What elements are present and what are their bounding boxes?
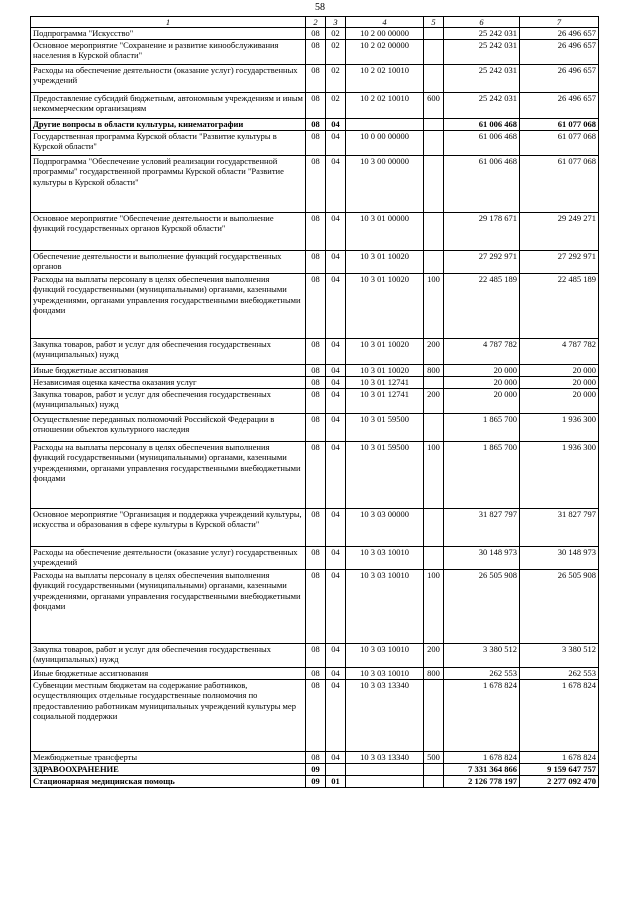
row-amount-year1: 27 292 971: [444, 250, 520, 273]
row-amount-year1: 61 006 468: [444, 130, 520, 155]
row-expense-type: 200: [424, 643, 444, 667]
row-target-article: 10 3 01 10020: [346, 250, 424, 273]
row-target-article: [346, 775, 424, 787]
row-subsection-code: 04: [326, 388, 346, 413]
row-subsection-code: 04: [326, 338, 346, 364]
table-row: [31, 92, 599, 118]
column-number: 4: [346, 17, 424, 28]
row-section-code: 08: [306, 39, 326, 64]
row-subsection-code: 04: [326, 751, 346, 763]
row-subsection-code: 04: [326, 250, 346, 273]
row-name: Предоставление субсидий бюджетным, автономным учреждениям и иным некоммерческим организациям: [31, 92, 306, 118]
row-amount-year1: 262 553: [444, 667, 520, 679]
row-amount-year2: 61 077 068: [520, 130, 599, 155]
row-amount-year2: 29 249 271: [520, 212, 599, 250]
table-row: [31, 546, 599, 569]
row-amount-year2: 1 678 824: [520, 679, 599, 751]
row-target-article: 10 3 01 10020: [346, 338, 424, 364]
row-section-code: 08: [306, 751, 326, 763]
row-expense-type: [424, 763, 444, 775]
row-amount-year2: 3 380 512: [520, 643, 599, 667]
row-section-code: 08: [306, 376, 326, 388]
table-row: [31, 250, 599, 273]
row-expense-type: [424, 546, 444, 569]
row-amount-year2: 26 496 657: [520, 39, 599, 64]
row-expense-type: 200: [424, 388, 444, 413]
row-expense-type: [424, 64, 444, 92]
row-subsection-code: 04: [326, 569, 346, 643]
column-number: 7: [520, 17, 599, 28]
row-name: Основное мероприятие "Организация и поддержка учреждений культуры, искусства и образования в сфере культуры в Курской области": [31, 508, 306, 546]
row-amount-year1: 1 865 700: [444, 413, 520, 441]
table-row: [31, 338, 599, 364]
row-amount-year2: 2 277 092 470: [520, 775, 599, 787]
table-row: [31, 28, 599, 40]
row-section-code: 08: [306, 679, 326, 751]
row-target-article: 10 3 00 00000: [346, 155, 424, 212]
row-amount-year1: 7 331 364 866: [444, 763, 520, 775]
row-subsection-code: 04: [326, 376, 346, 388]
row-target-article: 10 2 02 10010: [346, 64, 424, 92]
row-amount-year2: 31 827 797: [520, 508, 599, 546]
row-amount-year2: 26 505 908: [520, 569, 599, 643]
row-target-article: 10 2 00 00000: [346, 28, 424, 40]
row-expense-type: [424, 28, 444, 40]
column-number: 1: [31, 17, 306, 28]
row-name: Подпрограмма "Обеспечение условий реализации государственной программы" государственной программы Курской области "Развитие культуры в Курской области": [31, 155, 306, 212]
row-expense-type: 100: [424, 441, 444, 508]
row-section-code: 08: [306, 92, 326, 118]
row-expense-type: 100: [424, 273, 444, 338]
row-amount-year2: 1 936 300: [520, 441, 599, 508]
row-amount-year1: 29 178 671: [444, 212, 520, 250]
row-amount-year1: 61 006 468: [444, 155, 520, 212]
row-section-code: 08: [306, 338, 326, 364]
row-name: Другие вопросы в области культуры, кинематографии: [31, 118, 306, 130]
row-subsection-code: [326, 763, 346, 775]
row-section-code: 08: [306, 569, 326, 643]
row-expense-type: 800: [424, 667, 444, 679]
row-amount-year1: 20 000: [444, 376, 520, 388]
row-expense-type: [424, 775, 444, 787]
row-section-code: 08: [306, 273, 326, 338]
row-amount-year2: 4 787 782: [520, 338, 599, 364]
row-name: Подпрограмма "Искусство": [31, 28, 306, 40]
row-amount-year2: 61 077 068: [520, 118, 599, 130]
row-section-code: 08: [306, 441, 326, 508]
row-amount-year1: 20 000: [444, 364, 520, 376]
row-expense-type: 500: [424, 751, 444, 763]
row-section-code: 08: [306, 212, 326, 250]
row-name: Стационарная медицинская помощь: [31, 775, 306, 787]
budget-table: [30, 16, 599, 788]
row-expense-type: [424, 155, 444, 212]
row-amount-year1: 25 242 031: [444, 28, 520, 40]
row-amount-year2: 1 936 300: [520, 413, 599, 441]
row-target-article: 10 3 01 12741: [346, 388, 424, 413]
row-name: Основное мероприятие "Обеспечение деятельности и выполнение функций государственных органов Курской области": [31, 212, 306, 250]
row-subsection-code: 04: [326, 441, 346, 508]
row-name: Расходы на обеспечение деятельности (оказание услуг) государственных учреждений: [31, 546, 306, 569]
table-row: [31, 130, 599, 155]
row-target-article: [346, 763, 424, 775]
row-amount-year1: 25 242 031: [444, 64, 520, 92]
row-section-code: 08: [306, 118, 326, 130]
row-expense-type: [424, 679, 444, 751]
page-number: 58: [315, 2, 325, 13]
row-target-article: 10 3 01 12741: [346, 376, 424, 388]
row-subsection-code: 02: [326, 64, 346, 92]
row-amount-year1: 61 006 468: [444, 118, 520, 130]
row-name: Осуществление переданных полномочий Российской Федерации в отношении объектов культурного наследия: [31, 413, 306, 441]
row-expense-type: 100: [424, 569, 444, 643]
row-subsection-code: 04: [326, 130, 346, 155]
column-number: 3: [326, 17, 346, 28]
row-amount-year1: 1 865 700: [444, 441, 520, 508]
row-name: Закупка товаров, работ и услуг для обеспечения государственных (муниципальных) нужд: [31, 388, 306, 413]
row-name: Расходы на выплаты персоналу в целях обеспечения выполнения функций государственными (муниципальными) органами, казенными учреждениями, органами управления государственными внебюджетными фондами: [31, 273, 306, 338]
row-target-article: 10 0 00 00000: [346, 130, 424, 155]
row-name: Обеспечение деятельности и выполнение функций государственных органов: [31, 250, 306, 273]
row-target-article: 10 3 01 59500: [346, 413, 424, 441]
row-target-article: 10 3 03 13340: [346, 679, 424, 751]
row-expense-type: [424, 376, 444, 388]
row-amount-year1: 2 126 778 197: [444, 775, 520, 787]
row-section-code: 08: [306, 64, 326, 92]
row-amount-year1: 1 678 824: [444, 751, 520, 763]
row-expense-type: [424, 118, 444, 130]
row-target-article: 10 3 03 00000: [346, 508, 424, 546]
row-amount-year1: 26 505 908: [444, 569, 520, 643]
row-name: Межбюджетные трансферты: [31, 751, 306, 763]
table-row: [31, 667, 599, 679]
row-amount-year2: 20 000: [520, 376, 599, 388]
table-row: [31, 388, 599, 413]
table-row: [31, 413, 599, 441]
row-target-article: 10 3 01 59500: [346, 441, 424, 508]
row-subsection-code: 04: [326, 273, 346, 338]
row-section-code: 08: [306, 667, 326, 679]
row-target-article: 10 3 03 13340: [346, 751, 424, 763]
row-amount-year1: 4 787 782: [444, 338, 520, 364]
row-expense-type: [424, 212, 444, 250]
row-amount-year2: 22 485 189: [520, 273, 599, 338]
row-name: Расходы на выплаты персоналу в целях обеспечения выполнения функций государственными (муниципальными) органами, казенными учреждениями, органами управления государственными внебюджетными фондами: [31, 441, 306, 508]
row-amount-year1: 1 678 824: [444, 679, 520, 751]
row-amount-year2: 30 148 973: [520, 546, 599, 569]
row-amount-year2: 26 496 657: [520, 64, 599, 92]
table-row: [31, 569, 599, 643]
row-amount-year1: 31 827 797: [444, 508, 520, 546]
row-section-code: 08: [306, 643, 326, 667]
row-name: Иные бюджетные ассигнования: [31, 667, 306, 679]
table-row: [31, 679, 599, 751]
row-target-article: 10 3 03 10010: [346, 667, 424, 679]
row-subsection-code: 04: [326, 508, 346, 546]
row-expense-type: 800: [424, 364, 444, 376]
table-row: [31, 643, 599, 667]
row-section-code: 08: [306, 508, 326, 546]
table-row: [31, 118, 599, 130]
row-section-code: 09: [306, 763, 326, 775]
row-subsection-code: 02: [326, 28, 346, 40]
row-amount-year2: 61 077 068: [520, 155, 599, 212]
row-amount-year2: 20 000: [520, 388, 599, 413]
row-amount-year1: 3 380 512: [444, 643, 520, 667]
row-amount-year2: 9 159 647 757: [520, 763, 599, 775]
row-subsection-code: 02: [326, 92, 346, 118]
row-name: Основное мероприятие "Сохранение и развитие кинообслуживания населения в Курской области": [31, 39, 306, 64]
row-expense-type: [424, 413, 444, 441]
row-target-article: [346, 118, 424, 130]
row-name: Государственная программа Курской области "Развитие культуры в Курской области": [31, 130, 306, 155]
row-subsection-code: 04: [326, 118, 346, 130]
row-section-code: 08: [306, 364, 326, 376]
row-amount-year1: 30 148 973: [444, 546, 520, 569]
column-number: 5: [424, 17, 444, 28]
row-subsection-code: 04: [326, 155, 346, 212]
row-subsection-code: 04: [326, 546, 346, 569]
table-row: [31, 751, 599, 763]
row-amount-year2: 1 678 824: [520, 751, 599, 763]
row-expense-type: 600: [424, 92, 444, 118]
row-subsection-code: 04: [326, 679, 346, 751]
row-section-code: 08: [306, 28, 326, 40]
row-name: Закупка товаров, работ и услуг для обеспечения государственных (муниципальных) нужд: [31, 643, 306, 667]
row-amount-year1: 20 000: [444, 388, 520, 413]
table-row: [31, 64, 599, 92]
table-row: [31, 39, 599, 64]
row-amount-year2: 20 000: [520, 364, 599, 376]
row-section-code: 08: [306, 155, 326, 212]
row-section-code: 08: [306, 250, 326, 273]
row-target-article: 10 3 03 10010: [346, 569, 424, 643]
table-row: [31, 441, 599, 508]
row-target-article: 10 2 02 10010: [346, 92, 424, 118]
row-expense-type: [424, 508, 444, 546]
row-amount-year2: 26 496 657: [520, 92, 599, 118]
row-amount-year2: 27 292 971: [520, 250, 599, 273]
row-subsection-code: 04: [326, 364, 346, 376]
row-target-article: 10 3 01 00000: [346, 212, 424, 250]
row-amount-year1: 22 485 189: [444, 273, 520, 338]
row-subsection-code: 01: [326, 775, 346, 787]
row-name: Закупка товаров, работ и услуг для обеспечения государственных (муниципальных) нужд: [31, 338, 306, 364]
table-row: [31, 155, 599, 212]
row-name: Субвенции местным бюджетам на содержание работников, осуществляющих отдельные государственные полномочия по предоставлению работникам муниципальных учреждений культуры мер социальной поддержки: [31, 679, 306, 751]
row-name: Расходы на выплаты персоналу в целях обеспечения выполнения функций государственными (муниципальными) органами, казенными учреждениями, органами управления государственными внебюджетными фондами: [31, 569, 306, 643]
row-target-article: 10 3 03 10010: [346, 546, 424, 569]
row-target-article: 10 3 01 10020: [346, 273, 424, 338]
row-amount-year2: 262 553: [520, 667, 599, 679]
row-subsection-code: 04: [326, 667, 346, 679]
table-row: [31, 763, 599, 775]
row-section-code: 08: [306, 413, 326, 441]
column-number-row: [31, 17, 599, 28]
row-target-article: 10 2 02 00000: [346, 39, 424, 64]
row-amount-year1: 25 242 031: [444, 92, 520, 118]
row-expense-type: [424, 39, 444, 64]
row-target-article: 10 3 01 10020: [346, 364, 424, 376]
row-subsection-code: 04: [326, 212, 346, 250]
row-subsection-code: 04: [326, 413, 346, 441]
row-section-code: 09: [306, 775, 326, 787]
row-expense-type: [424, 130, 444, 155]
row-expense-type: [424, 250, 444, 273]
table-row: [31, 508, 599, 546]
column-number: 2: [306, 17, 326, 28]
table-row: [31, 775, 599, 787]
row-section-code: 08: [306, 130, 326, 155]
row-amount-year1: 25 242 031: [444, 39, 520, 64]
row-name: ЗДРАВООХРАНЕНИЕ: [31, 763, 306, 775]
row-expense-type: 200: [424, 338, 444, 364]
row-subsection-code: 02: [326, 39, 346, 64]
table-row: [31, 212, 599, 250]
row-name: Иные бюджетные ассигнования: [31, 364, 306, 376]
row-name: Расходы на обеспечение деятельности (оказание услуг) государственных учреждений: [31, 64, 306, 92]
row-section-code: 08: [306, 388, 326, 413]
row-target-article: 10 3 03 10010: [346, 643, 424, 667]
row-name: Независимая оценка качества оказания услуг: [31, 376, 306, 388]
row-section-code: 08: [306, 546, 326, 569]
table-row: [31, 273, 599, 338]
table-row: [31, 376, 599, 388]
table-row: [31, 364, 599, 376]
column-number: 6: [444, 17, 520, 28]
row-amount-year2: 26 496 657: [520, 28, 599, 40]
row-subsection-code: 04: [326, 643, 346, 667]
